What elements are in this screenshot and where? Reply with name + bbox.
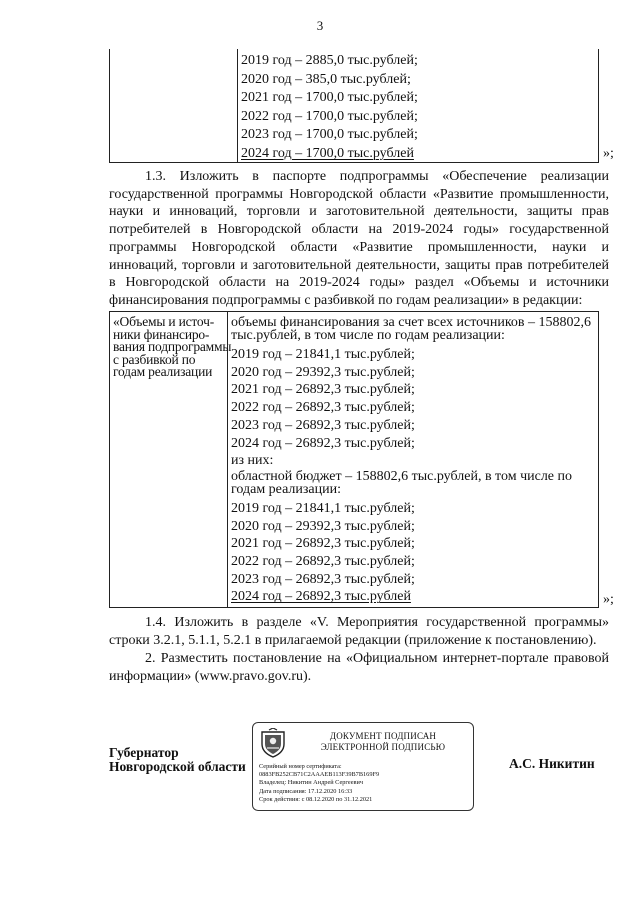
cert-number: 0883FB252CB71C2AAAEB113F39B7B169F9 xyxy=(259,771,380,779)
funding-row: 2021 год – 1700,0 тыс.рублей; xyxy=(241,90,418,106)
table-closing-quote: »; xyxy=(603,592,614,607)
funding-row: 2024 год – 26892,3 тыс.рублей xyxy=(231,589,411,605)
paragraph-2: 2. Разместить постановление на «Официальном интернет-портале правовой информации» (www.pravo.gov.ru). xyxy=(109,651,609,684)
regional-budget-intro: областной бюджет – 158802,6 тыс.рублей, в том числе по годам реализации: xyxy=(231,468,573,497)
funding-row: 2024 год – 1700,0 тыс.рублей xyxy=(241,145,414,161)
of-them-label: из них: xyxy=(231,453,274,469)
funding-row: 2020 год – 29392,3 тыс.рублей; xyxy=(231,518,415,534)
funding-row: 2024 год – 26892,3 тыс.рублей; xyxy=(231,435,415,451)
table-header-cell xyxy=(113,314,232,379)
stamp-title-line: ЭЛЕКТРОННОЙ ПОДПИСЬЮ xyxy=(320,742,446,752)
funding-row: 2020 год – 385,0 тыс.рублей; xyxy=(241,71,411,87)
funding-row: 2019 год – 21841,1 тыс.рублей; xyxy=(231,500,415,516)
funding-row: 2023 год – 26892,3 тыс.рублей; xyxy=(231,571,415,587)
coat-of-arms-icon xyxy=(259,728,287,758)
stamp-details xyxy=(259,763,469,804)
header-line: ники финансиро- xyxy=(113,326,210,342)
position-line: Новгородской области xyxy=(109,759,246,774)
signed-date: Дата подписания: 17.12.2020 16:33 xyxy=(259,787,353,795)
paragraph-1-3: 1.3. Изложить в паспорте подпрограммы «Обеспечение реализации государственной программы Новгородской области «Развитие промышленности, науки и инноваций, торговли и заготовительной деятельности, защиты прав потребителей в Новгородской области на 2019-2024 годы» государственной программы Новгородской области «Развитие промышленности, науки и инноваций, торговли и заготовительной деятельности, защиты прав потребителей в Новгородской области на 2019-2024 годы» раздел «Объемы и источники финансирования подпрограммы с разбивкой по годам реализации» в редакции: xyxy=(109,169,609,308)
funding-years-column xyxy=(241,52,594,164)
header-line: вания подпрограммы xyxy=(113,339,232,354)
page-number: 3 xyxy=(316,18,324,33)
electronic-signature-stamp xyxy=(252,722,474,811)
funding-table-continuation xyxy=(109,49,599,163)
funding-row: 2023 год – 26892,3 тыс.рублей; xyxy=(231,417,415,433)
table-column-divider xyxy=(237,49,238,162)
funding-table xyxy=(109,311,599,608)
table-values-cell xyxy=(231,316,595,606)
funding-row: 2023 год – 1700,0 тыс.рублей; xyxy=(241,127,418,143)
funding-row: 2022 год – 26892,3 тыс.рублей; xyxy=(231,400,415,416)
position-line: Губернатор xyxy=(109,745,179,760)
table-column-divider xyxy=(227,312,228,607)
stamp-title-line: ДОКУМЕНТ ПОДПИСАН xyxy=(329,731,437,741)
funding-row: 2022 год – 26892,3 тыс.рублей; xyxy=(231,554,415,570)
funding-row: 2021 год – 26892,3 тыс.рублей; xyxy=(231,382,415,398)
funding-row: 2020 год – 29392,3 тыс.рублей; xyxy=(231,364,415,380)
table-closing-quote: »; xyxy=(603,146,614,161)
header-line: «Объемы и источ- xyxy=(113,314,215,329)
signatory-position xyxy=(109,746,246,774)
header-line: годам реализации xyxy=(113,364,213,379)
cert-label: Серийный номер сертификата: xyxy=(259,763,342,770)
header-line: с разбивкой по xyxy=(113,351,196,367)
funding-row: 2022 год – 1700,0 тыс.рублей; xyxy=(241,108,418,124)
all-sources-intro: объемы финансирования за счет всех источников – 158802,6 тыс.рублей, в том числе по годам реализации: xyxy=(231,315,592,343)
funding-row: 2021 год – 26892,3 тыс.рублей; xyxy=(231,536,415,552)
stamp-title xyxy=(295,731,471,753)
signatory-name: А.С. Никитин xyxy=(509,756,595,771)
paragraph-1-4: 1.4. Изложить в разделе «V. Мероприятия государственной программы» строки 3.2.1, 5.1.1, 5.2.1 в прилагаемой редакции (приложение к постановлению). xyxy=(109,615,609,648)
funding-row: 2019 год – 2885,0 тыс.рублей; xyxy=(241,53,418,68)
cert-owner: Владелец: Никитин Андрей Сергеевич xyxy=(259,779,364,787)
funding-row: 2019 год – 21841,1 тыс.рублей; xyxy=(231,347,415,362)
cert-validity: Срок действия: с 08.12.2020 по 31.12.2021 xyxy=(259,795,373,803)
